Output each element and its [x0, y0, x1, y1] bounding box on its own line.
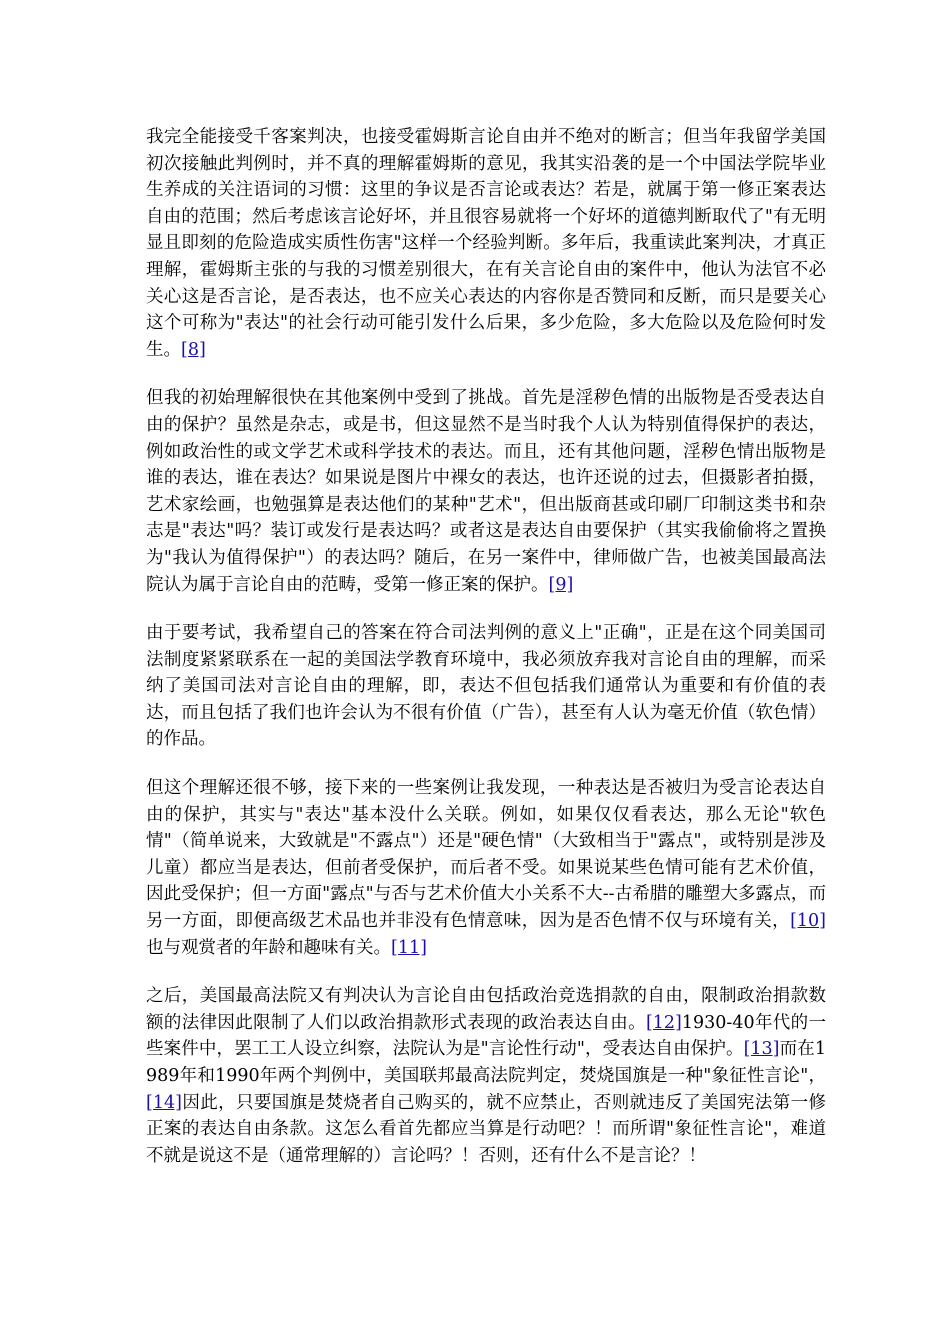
- paragraph-text: 也与观赏者的年龄和趣味有关。: [146, 937, 391, 958]
- footnote-link-11[interactable]: [11]: [391, 937, 427, 958]
- paragraph-text: 因此，只要国旗是焚烧者自己购买的，就不应禁止，否则就违反了美国宪法第一修正案的表达自由条款。这怎么看首先都应当算是行动吧？！而所谓"象征性言论"，难道不就是说这不是（通常理解的）言论吗？！否则，还有什么不是言论？！: [146, 1092, 826, 1166]
- footnote-link-12[interactable]: [12]: [645, 1012, 682, 1033]
- paragraph-text: 1930-40年代的一些案件中，罢工工人设立纠察，法院认为是"言论性行动"，受表达自由保护。: [146, 1012, 827, 1060]
- paragraph-text: 我完全能接受千客案判决，也接受霍姆斯言论自由并不绝对的断言；但当年我留学美国初次接触此判例时，并不真的理解霍姆斯的意见，我其实沿袭的是一个中国法学院毕业生养成的关注语词的习惯：这里的争议是否言论或表达？若是，就属于第一修正案表达自由的范围；然后考虑该言论好坏，并且很容易就将一个好坏的道德判断取代了"有无明显且即刻的危险造成实质性伤害"这样一个经验判断。多年后，我重读此案判决，才真正理解，霍姆斯主张的与我的习惯差别很大，在有关言论自由的案件中，他认为法官不必关心这是否言论，是否表达，也不应关心表达的内容你是否赞同和反断，而只是要关心这个可称为"表达"的社会行动可能引发什么后果，多少危险，多大危险以及危险何时发生。: [146, 127, 826, 360]
- footnote-link-14[interactable]: [14]: [146, 1092, 182, 1113]
- footnote-link-9[interactable]: [9]: [548, 574, 574, 595]
- paragraph-text: 但这个理解还很不够，接下来的一些案例让我发现，一种表达是否被归为受言论表达自由的保护，其实与"表达"基本没什么关联。例如，如果仅仅看表达，那么无论"软色情"（简单说来，大致就是"不露点"）还是"硬色情"（大致相当于"露点"，或特别是涉及儿童）都应当是表达，但前者受保护，而后者不受。如果说某些色情可能有艺术价值，因此受保护；但一方面"露点"与否与艺术价值大小关系不大--古希腊的雕塑大多露点，而另一方面，即便高级艺术品也并非没有色情意味，因为是否色情不仅与环境有关，: [146, 778, 826, 932]
- paragraph-3: [146, 620, 826, 753]
- paragraph-text: 但我的初始理解很快在其他案例中受到了挑战。首先是淫秽色情的出版物是否受表达自由的保护？虽然是杂志，或是书，但这显然不是当时我个人认为特别值得保护的表达，例如政治性的或文学艺术或科学技术的表达。而且，还有其他问题，淫秽色情出版物是谁的表达，谁在表达？如果说是图片中裸女的表达，也许还说的过去，但摄影者拍摄，艺术家绘画，也勉强算是表达他们的某种"艺术"，但出版商甚或印刷厂印制这类书和杂志是"表达"吗？装订或发行是表达吗？或者这是表达自由要保护（其实我偷偷将之置换为"我认为值得保护"）的表达吗？随后，在另一案件中，律师做广告，也被美国最高法院认为属于言论自由的范畴，受第一修正案的保护。: [146, 388, 826, 595]
- paragraph-text: 之后，美国最高法院又有判决认为言论自由包括政治竞选捐款的自由，限制政治捐款数额的法律因此限制了人们以政治捐款形式表现的政治表达自由。: [146, 986, 826, 1033]
- paragraph-text: 而在1989年和1990年两个判例中，美国联邦最高法院判定，焚烧国旗是一种"象征性言论"，: [146, 1039, 826, 1086]
- paragraph-1: [146, 124, 826, 363]
- paragraph-text: 由于要考试，我希望自己的答案在符合司法判例的意义上"正确"，正是在这个同美国司法制度紧紧联系在一起的美国法学教育环境中，我必须放弃我对言论自由的理解，而采纳了美国司法对言论自由的理解，即，表达不但包括我们通常认为重要和有价值的表达，而且包括了我们也许会认为不很有价值（广告），甚至有人认为毫无价值（软色情）的作品。: [146, 623, 826, 750]
- footnote-link-13[interactable]: [13]: [743, 1039, 780, 1060]
- document-body: [146, 124, 826, 1191]
- footnote-link-8[interactable]: [8]: [181, 339, 206, 360]
- footnote-link-10[interactable]: [10]: [790, 911, 826, 932]
- paragraph-2: [146, 385, 826, 598]
- paragraph-4: [146, 775, 826, 961]
- paragraph-5: [146, 983, 826, 1169]
